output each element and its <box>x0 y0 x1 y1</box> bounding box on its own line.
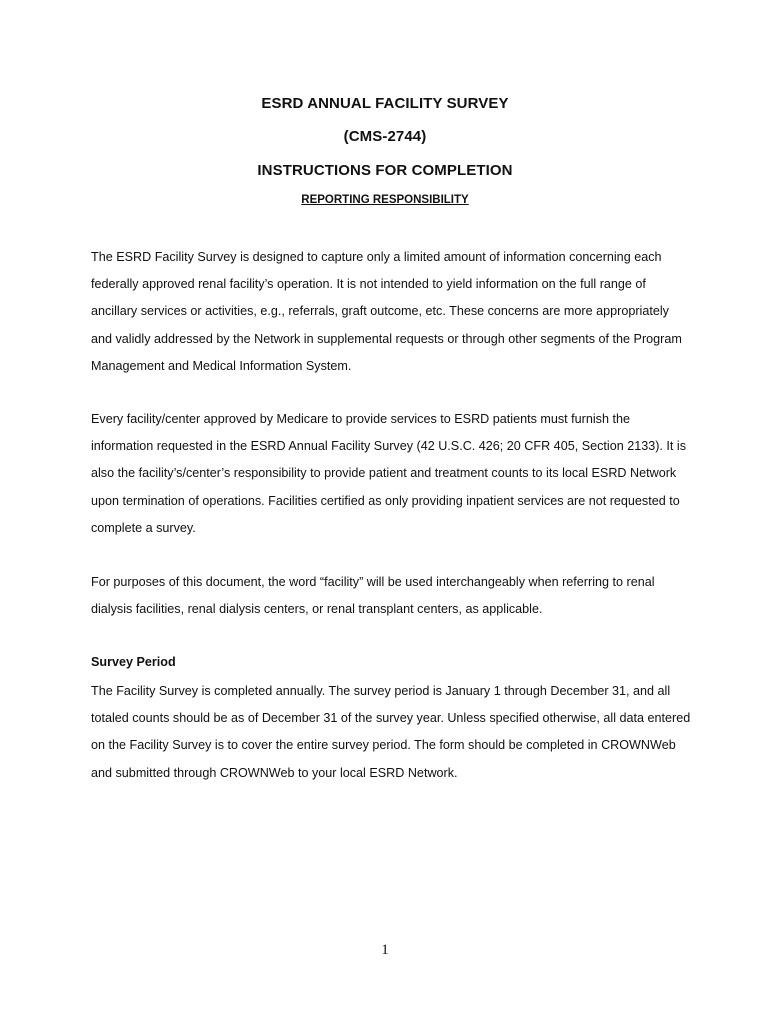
paragraph-facility-definition: For purposes of this document, the word “facility” will be used interchangeably when referring to renal dialysis facilities, renal dialysis centers, or renal transplant centers, as applicable. <box>91 575 655 617</box>
survey-period-heading: Survey Period <box>91 655 176 669</box>
paragraph-survey-period: The Facility Survey is completed annually. The survey period is January 1 through December 31, and all totaled counts should be as of December 31 of the survey year. Unless specified otherwise, all data entered on the Facility Survey is to cover the entire survey period. The form should be completed in CROWNWeb and submitted through CROWNWeb to your local ESRD Network. <box>91 684 691 780</box>
document-title: ESRD ANNUAL FACILITY SURVEY <box>261 95 509 112</box>
instructions-heading: INSTRUCTIONS FOR COMPLETION <box>257 162 513 179</box>
paragraph-survey-purpose: The ESRD Facility Survey is designed to capture only a limited amount of information concerning each federally approved renal facility’s operation. It is not intended to yield information on the full range of ancillary services or activities, e.g., referrals, graft outcome, etc. These concerns are more appropriately and validly addressed by the Network in supplemental requests or through other segments of the Program Management and Medical Information System. <box>91 250 682 373</box>
paragraph-facility-obligation: Every facility/center approved by Medicare to provide services to ESRD patients must furnish the information requested in the ESRD Annual Facility Survey (42 U.S.C. 426; 20 CFR 405, Section 2133). It is also the facility’s/center’s responsibility to provide patient and treatment counts to its local ESRD Network upon termination of operations. Facilities certified as only providing inpatient services are not requested to complete a survey. <box>91 412 686 535</box>
page-number: 1 <box>381 942 389 958</box>
reporting-responsibility-heading: REPORTING RESPONSIBILITY <box>301 194 469 206</box>
form-number: (CMS-2744) <box>343 128 427 145</box>
